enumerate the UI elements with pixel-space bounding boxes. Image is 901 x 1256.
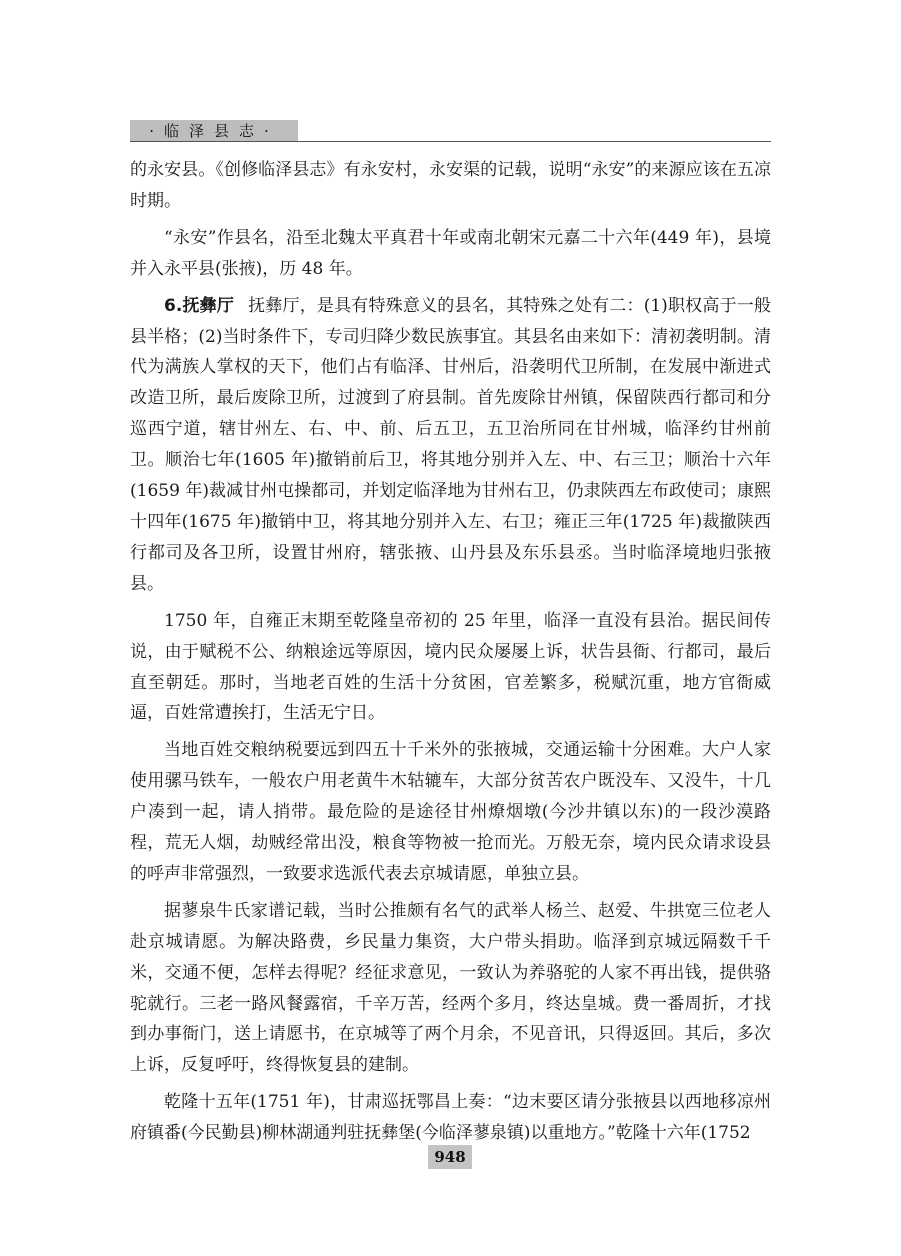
paragraph-text: 抚彝厅，是具有特殊意义的县名，其特殊之处有二：(1)职权高于一般县半格；(2)当时条件下，专司归降少数民族事宜。其县名由来如下：清初袭明制。清代为满族人掌权的天下，他们占有临泽、甘州后，沿袭明代卫所制，在发展中渐进式改造卫所，最后废除卫所，过渡到了府县制。首先废除甘州镇，保留陕西行都司和分巡西宁道，辖甘州左、右、中、前、后五卫，五卫治所同在甘州城，临泽约甘州前卫。顺治七年(1605 年)撤销前后卫，将其地分别并入左、中、右三卫；顺治十六年(1659 年)裁减甘州屯操都司，并划定临泽地为甘州右卫，仍隶陕西左布政使司；康熙十四年(1675 年)撤销中卫，将其地分别并入左、右卫；雍正三年(1725 年)裁撤陕西行都司及各卫所，设置甘州府，辖张掖、山丹县及东乐县丞。当时临泽境地归张掖县。	[130, 295, 771, 594]
body-text	[130, 155, 771, 1155]
paragraph: “永安”作县名，沿至北魏太平真君十年或南北朝宋元嘉二十六年(449 年)，县境并入永平县(张掖)，历 48 年。	[130, 227, 771, 279]
header-rule	[130, 141, 771, 142]
running-header: ·临泽县志·	[130, 120, 298, 142]
paragraph	[130, 291, 771, 600]
page-number: 948	[428, 1145, 472, 1169]
section-heading: 6.抚彝厅	[164, 295, 235, 316]
paragraph: 1750 年，自雍正末期至乾隆皇帝初的 25 年里，临泽一直没有县治。据民间传说，由于赋税不公、纳粮途远等原因，境内民众屡屡上诉，状告县衙、行都司，最后直至朝廷。那时，当地老百姓的生活十分贫困，官差繁多，税赋沉重，地方官衙威逼，百姓常遭挨打，生活无宁日。	[130, 610, 771, 724]
paragraph: 据蓼泉牛氏家谱记载，当时公推颇有名气的武举人杨兰、赵爱、牛拱宽三位老人赴京城请愿。为解决路费，乡民量力集资，大户带头捐助。临泽到京城远隔数千千米，交通不便，怎样去得呢？经征求意见，一致认为养骆驼的人家不再出钱，提供骆驼就行。三老一路风餐露宿，千辛万苦，经两个多月，终达皇城。费一番周折，才找到办事衙门，送上请愿书，在京城等了两个月余，不见音讯，只得返回。其后，多次上诉，反复呼吁，终得恢复县的建制。	[130, 900, 771, 1076]
paragraph: 的永安县。《创修临泽县志》有永安村，永安渠的记载，说明“永安”的来源应该在五凉时期。	[130, 160, 771, 211]
paragraph: 乾隆十五年(1751 年)，甘肃巡抚鄂昌上奏：“边末要区请分张掖县以西地移凉州府镇番(今民勤县)柳林湖通判驻抚彝堡(今临泽蓼泉镇)以重地方。”乾隆十六年(1752	[130, 1092, 771, 1144]
paragraph: 当地百姓交粮纳税要远到四五十千米外的张掖城，交通运输十分困难。大户人家使用骡马铁车，一般农户用老黄牛木轱辘车，大部分贫苦农户既没车、又没牛，十几户凑到一起，请人捎带。最危险的是途径甘州燎烟墩(今沙井镇以东)的一段沙漠路程，荒无人烟，劫贼经常出没，粮食等物被一抢而光。万般无奈，境内民众请求设县的呼声非常强烈，一致要求选派代表去京城请愿，单独立县。	[130, 740, 771, 884]
